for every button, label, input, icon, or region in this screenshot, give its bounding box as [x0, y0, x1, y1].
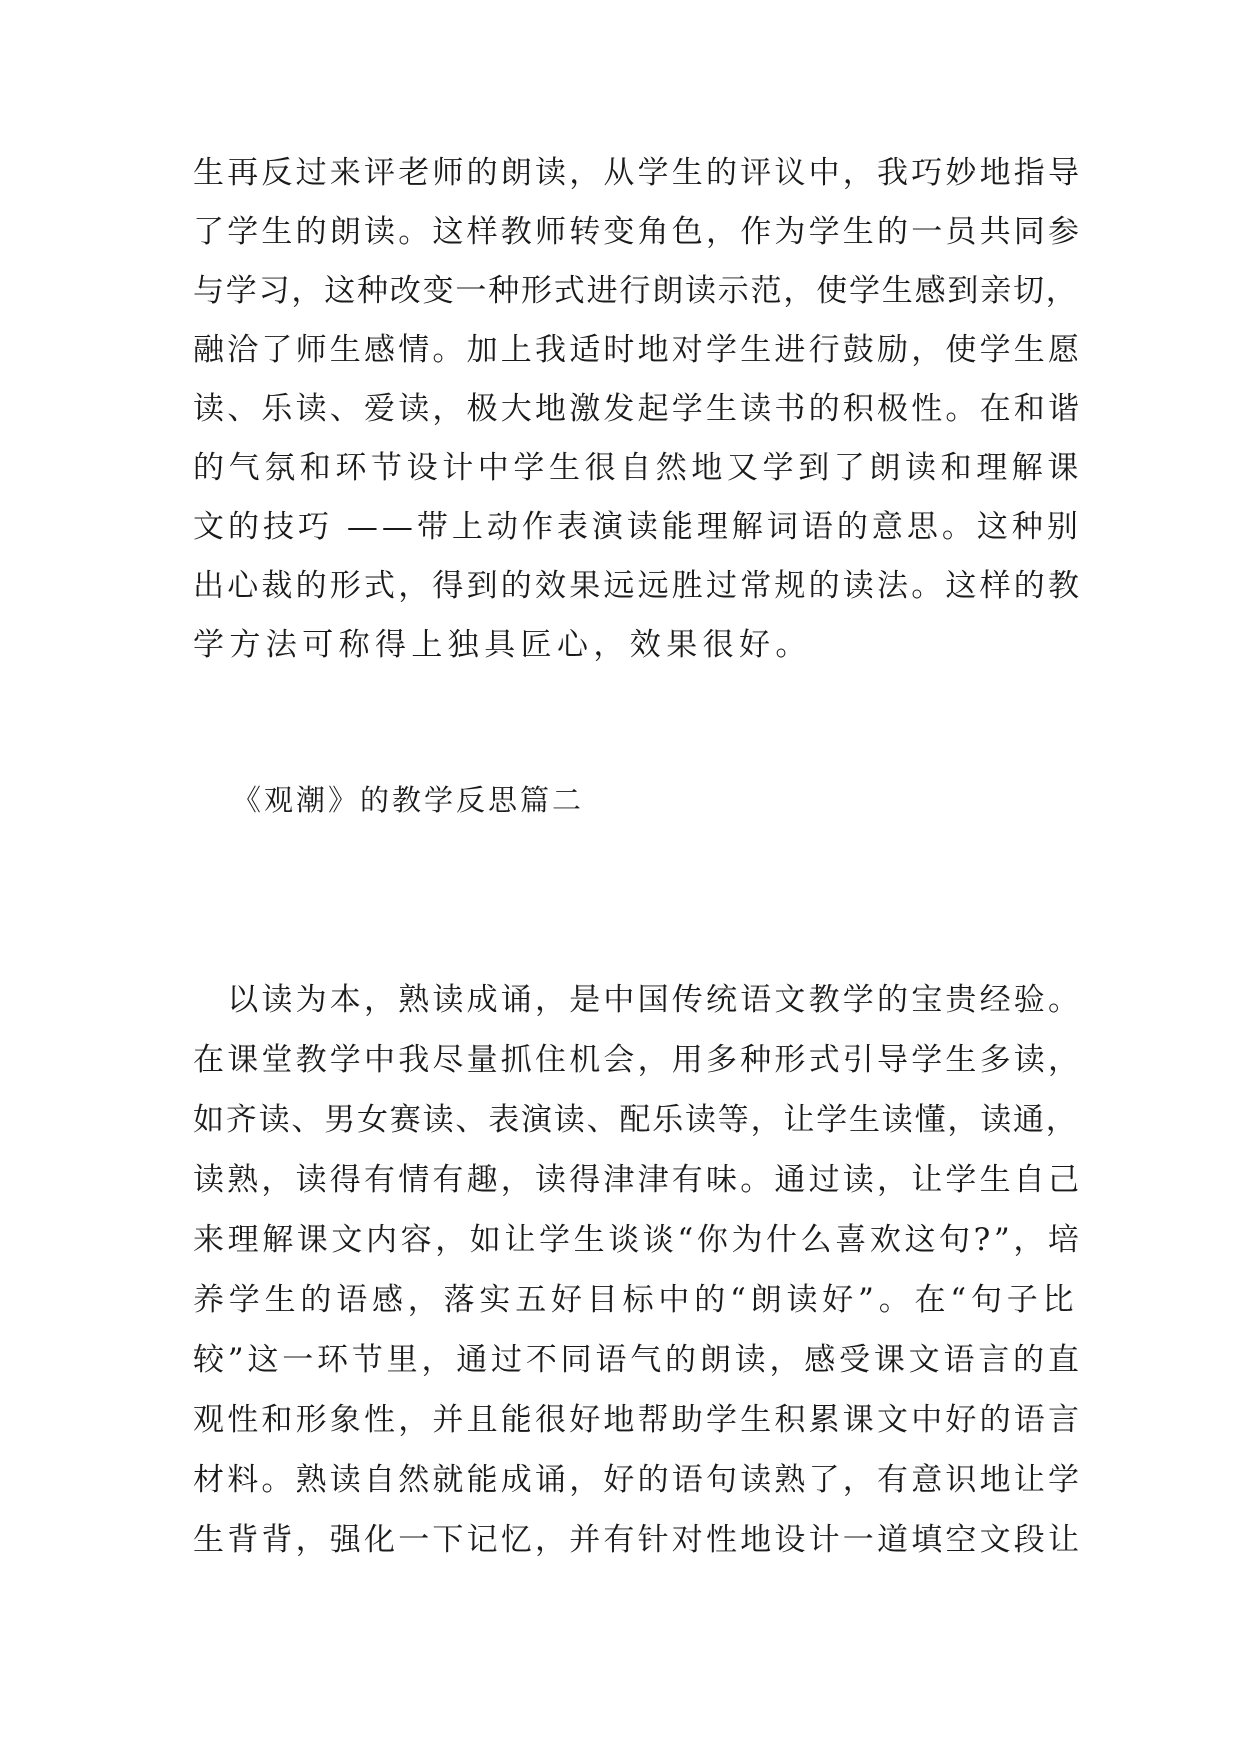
paragraph-line: 生背背，强化一下记忆，并有针对性地设计一道填空文段让	[193, 1522, 1083, 1558]
paragraph-line: 观性和形象性，并且能很好地帮助学生积累课文中好的语言	[193, 1402, 1083, 1438]
paragraph-line: 在课堂教学中我尽量抓住机会，用多种形式引导学生多读，	[193, 1042, 1083, 1078]
paragraph-line: 以读为本，熟读成诵，是中国传统语文教学的宝贵经验。	[193, 982, 1083, 1018]
paragraph-line: 文的技巧 ——带上动作表演读能理解词语的意思。这种别	[193, 509, 1082, 545]
paragraph-line: 来理解课文内容，如让学生谈谈“你为什么喜欢这句?”，培	[193, 1222, 1083, 1258]
paragraph-line: 了学生的朗读。这样教师转变角色，作为学生的一员共同参	[193, 214, 1083, 250]
paragraph-line: 养学生的语感，落实五好目标中的“朗读好”。在“句子比	[193, 1282, 1079, 1318]
paragraph-line: 融洽了师生感情。加上我适时地对学生进行鼓励，使学生愿	[193, 332, 1083, 368]
paragraph-line: 读、乐读、爱读，极大地激发起学生读书的积极性。在和谐	[193, 391, 1083, 427]
paragraph-line: 较”这一环节里，通过不同语气的朗读，感受课文语言的直	[193, 1342, 1083, 1378]
paragraph-line: 的气氛和环节设计中学生很自然地又学到了朗读和理解课	[193, 450, 1083, 486]
paragraph-line: 学方法可称得上独具匠心，效果很好。	[193, 627, 812, 663]
paragraph-line: 出心裁的形式，得到的效果远远胜过常规的读法。这样的教	[193, 568, 1083, 604]
paragraph-line: 与学习，这种改变一种形式进行朗读示范，使学生感到亲切，	[193, 273, 1079, 309]
paragraph-line: 材料。熟读自然就能成诵，好的语句读熟了，有意识地让学	[193, 1462, 1083, 1498]
paragraph-line: 生再反过来评老师的朗读，从学生的评议中，我巧妙地指导	[193, 155, 1083, 191]
section-heading: 《观潮》的教学反思篇二	[232, 783, 585, 817]
paragraph-line: 如齐读、男女赛读、表演读、配乐读等，让学生读懂，读通，	[193, 1102, 1079, 1138]
paragraph-line: 读熟，读得有情有趣，读得津津有味。通过读，让学生自己	[193, 1162, 1083, 1198]
